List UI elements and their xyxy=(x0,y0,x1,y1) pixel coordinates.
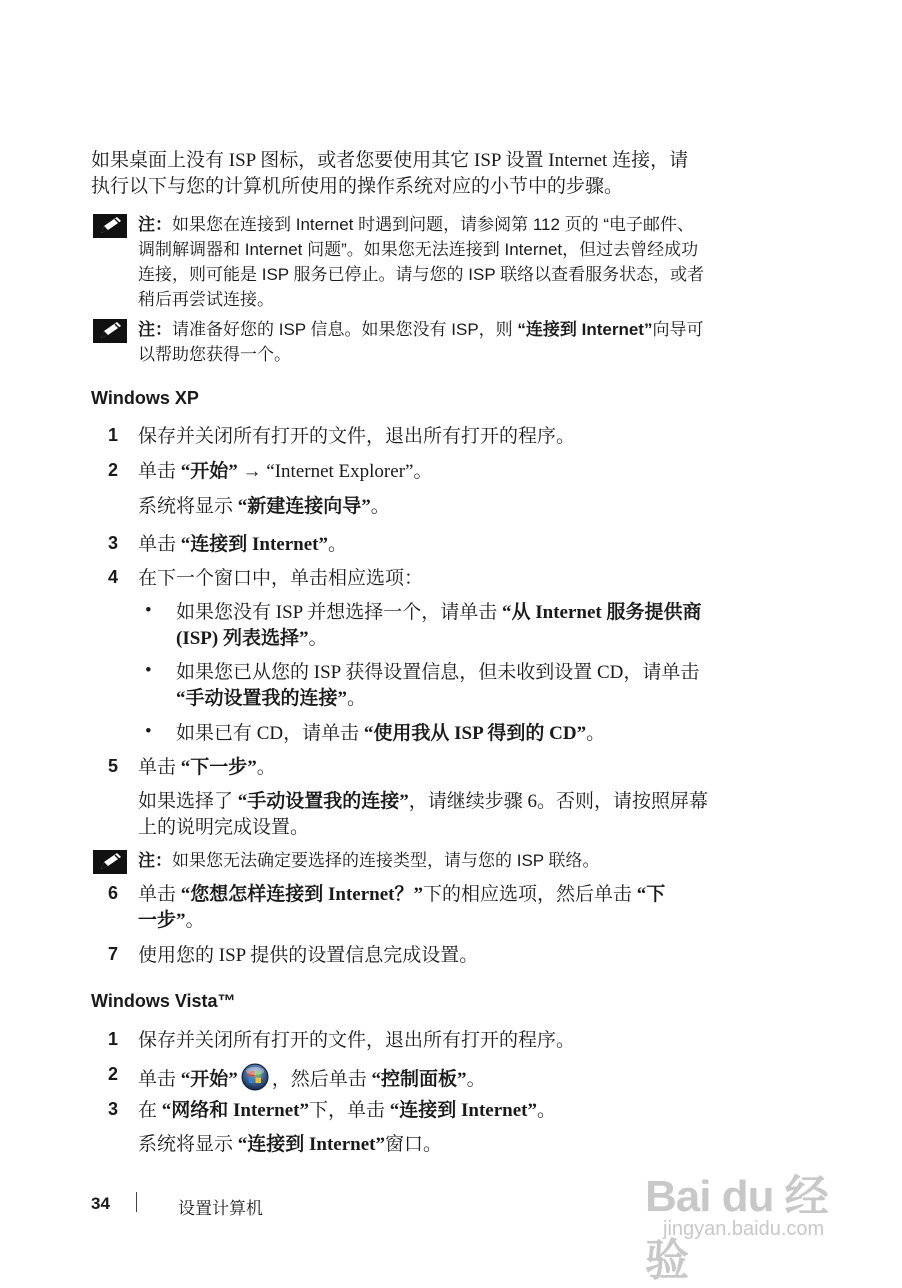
bullet-text-b: “从 Internet 服务提供商 xyxy=(502,602,702,623)
step-text-c: → “Internet Explorer”。 xyxy=(237,461,433,482)
note-1-label: 注： xyxy=(138,215,172,234)
step-text-e: 。 xyxy=(537,1100,557,1121)
step-number: 7 xyxy=(108,944,119,964)
note-2-label: 注： xyxy=(138,320,172,339)
note-pencil-icon xyxy=(93,850,127,874)
result-text-a: 系统将显示 xyxy=(138,496,238,517)
bullet-text-c: 。 xyxy=(347,688,367,709)
note-1-line-1: 如果您在连接到 Internet 时遇到问题，请参阅第 112 页的 “电子邮件、 xyxy=(172,215,695,234)
step-number: 3 xyxy=(108,533,119,553)
bullet-text-a: 如果您已从您的 ISP 获得设置信息，但未收到设置 CD，请单击 xyxy=(176,662,700,683)
step-text-e: 。 xyxy=(466,1069,486,1090)
step-text xyxy=(138,882,783,934)
step-text-e: 一步” xyxy=(138,910,186,931)
step-text-a: 单击 xyxy=(138,534,181,555)
bullet-text-c: 。 xyxy=(308,628,328,649)
result-text-c: 。 xyxy=(370,496,390,517)
note-2-text-a: 请准备好您的 ISP 信息。如果您没有 ISP，则 xyxy=(172,320,518,339)
bullet-text-a: 如果您没有 ISP 并想选择一个，请单击 xyxy=(176,602,503,623)
step-text xyxy=(138,1063,783,1093)
result-text-c: ，请继续步骤 6。否则，请按照屏幕 xyxy=(408,791,709,812)
heading-windows-xp: Windows XP xyxy=(91,388,199,408)
footer-divider xyxy=(136,1192,137,1212)
step-text xyxy=(138,1098,783,1124)
step-text-a: 单击 xyxy=(138,1069,181,1090)
step-text-b: “下一步” xyxy=(180,757,257,778)
step-text-c: 。 xyxy=(256,757,276,778)
bullet-text-a: 如果已有 CD，请单击 xyxy=(176,723,364,744)
step-text: 使用您的 ISP 提供的设置信息完成设置。 xyxy=(138,945,479,966)
bullet-text xyxy=(176,660,786,712)
step-text-b: “网络和 Internet” xyxy=(161,1100,309,1121)
result-text-a: 如果选择了 xyxy=(138,791,238,812)
xp-step-2-result xyxy=(138,494,783,520)
bullet-dot: • xyxy=(145,600,152,621)
result-text-b: “连接到 Internet” xyxy=(237,1134,385,1155)
result-text-b: “手动设置我的连接” xyxy=(237,791,409,812)
note-2-text-b: “连接到 Internet” xyxy=(517,320,653,339)
note-pencil-icon xyxy=(93,319,127,343)
result-text-a: 系统将显示 xyxy=(138,1134,238,1155)
step-text-a: 单击 xyxy=(138,884,181,905)
step-text-b: “开始” xyxy=(180,1069,238,1090)
bullet-text-b2: (ISP) 列表选择” xyxy=(176,628,309,649)
note-pencil-icon xyxy=(93,214,127,238)
step-text-c: 。 xyxy=(328,534,348,555)
step-text: 保存并关闭所有打开的文件，退出所有打开的程序。 xyxy=(138,1030,576,1051)
bullet-text xyxy=(176,600,786,652)
step-number: 1 xyxy=(108,425,119,445)
step-number: 3 xyxy=(108,1099,119,1119)
step-number: 4 xyxy=(108,567,119,587)
step-number: 2 xyxy=(108,460,119,480)
windows-start-orb-icon xyxy=(241,1063,269,1091)
step-text-c: ，然后单击 xyxy=(271,1069,372,1090)
intro-paragraph xyxy=(91,148,781,200)
result-text-c: 窗口。 xyxy=(385,1134,443,1155)
bullet-dot: • xyxy=(145,660,152,681)
step-text xyxy=(138,532,783,558)
bullet-text-c: 。 xyxy=(586,723,606,744)
bullet-dot: • xyxy=(145,721,152,742)
step-number: 6 xyxy=(108,883,119,903)
footer-section-title: 设置计算机 xyxy=(178,1199,263,1218)
step-text-f: 。 xyxy=(185,910,205,931)
step-number: 1 xyxy=(108,1029,119,1049)
result-text-b: “新建连接向导” xyxy=(237,496,371,517)
watermark-logo-text: Bai du 经验 xyxy=(645,1172,828,1285)
step-text-a: 单击 xyxy=(138,757,181,778)
step-text: 保存并关闭所有打开的文件，退出所有打开的程序。 xyxy=(138,426,576,447)
step-text-c: 下的相应选项，然后单击 xyxy=(423,884,637,905)
note-1-line-3: 连接，则可能是 ISP 服务已停止。请与您的 ISP 联络以查看服务状态，或者 xyxy=(138,265,705,284)
intro-line-2: 执行以下与您的计算机所使用的操作系统对应的小节中的步骤。 xyxy=(91,176,624,197)
note-1-line-2: 调制解调器和 Internet 问题”。如果您无法连接到 Internet，但过去曾经成功 xyxy=(138,240,699,259)
step-text xyxy=(138,755,783,781)
result-line-2: 上的说明完成设置。 xyxy=(138,817,310,838)
bullet-text-b: “使用我从 ISP 得到的 CD” xyxy=(363,723,587,744)
step-text-d: “下 xyxy=(636,884,666,905)
step-text-a: 在 xyxy=(138,1100,162,1121)
bullet-text-b: “手动设置我的连接” xyxy=(176,688,348,709)
step-text-c: 下，单击 xyxy=(309,1100,390,1121)
step-text-d: “控制面板” xyxy=(371,1069,467,1090)
step-text xyxy=(138,459,783,485)
note-2-line-2: 以帮助您获得一个。 xyxy=(138,345,291,364)
heading-windows-vista: Windows Vista™ xyxy=(91,991,236,1011)
xp-step-5-result xyxy=(138,789,783,841)
intro-line-1: 如果桌面上没有 ISP 图标，或者您要使用其它 ISP 设置 Internet 连接，请 xyxy=(91,150,689,171)
note-1-line-4: 稍后再尝试连接。 xyxy=(138,290,274,309)
note-3-label: 注： xyxy=(138,851,172,870)
step-text: 在下一个窗口中，单击相应选项： xyxy=(138,568,424,589)
baidu-jingyan-watermark xyxy=(625,1150,865,1285)
step-text-d: “连接到 Internet” xyxy=(389,1100,537,1121)
note-2-text-c: 向导可 xyxy=(652,320,704,339)
step-text-a: 单击 xyxy=(138,461,181,482)
bullet-text xyxy=(176,721,786,747)
page-number: 34 xyxy=(91,1194,110,1213)
step-text-b: “连接到 Internet” xyxy=(180,534,328,555)
watermark-url: jingyan.baidu.com xyxy=(663,1218,825,1240)
note-3-text: 如果您无法确定要选择的连接类型，请与您的 ISP 联络。 xyxy=(172,851,600,870)
step-text-b: “开始” xyxy=(180,461,238,482)
step-number: 2 xyxy=(108,1064,119,1084)
step-text-b: “您想怎样连接到 Internet？” xyxy=(180,884,423,905)
step-number: 5 xyxy=(108,756,119,776)
